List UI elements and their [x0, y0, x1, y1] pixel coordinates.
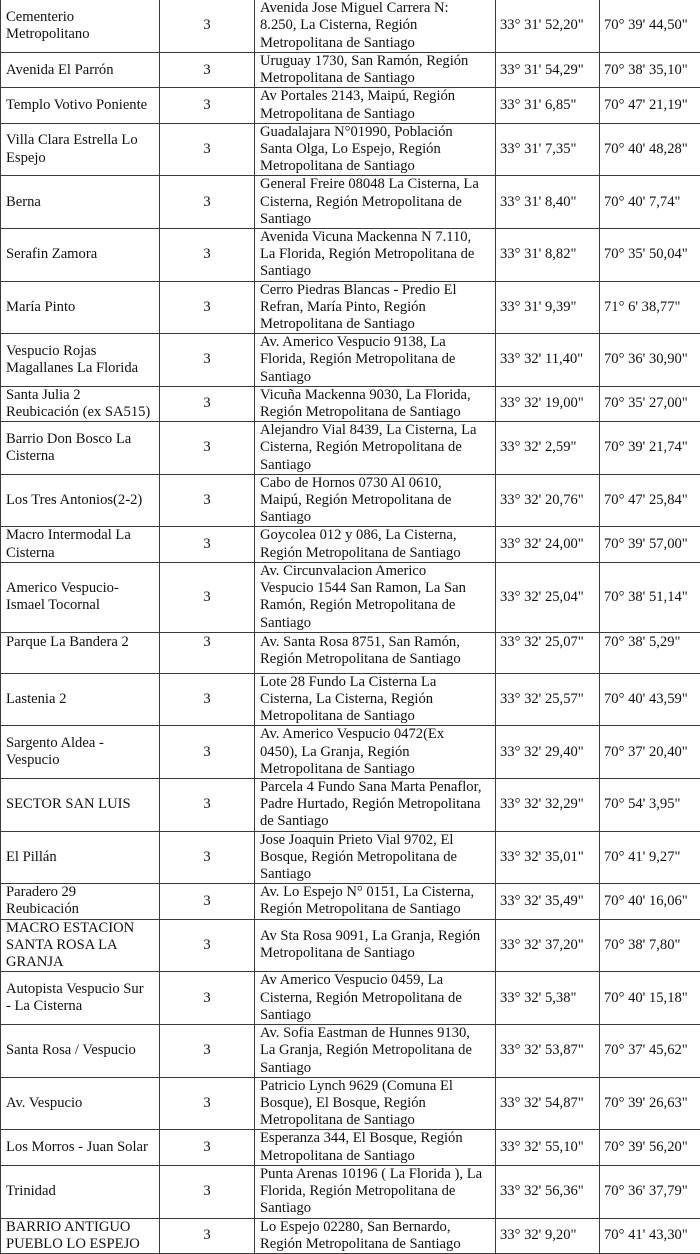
site-name-cell: Los Tres Antonios(2-2)	[1, 474, 160, 527]
table-row	[1, 1130, 700, 1165]
count-cell: 3	[160, 778, 255, 831]
longitude-cell: 70° 54' 3,95"	[600, 778, 700, 831]
latitude-cell: 33° 31' 8,82"	[496, 229, 600, 282]
longitude-cell: 70° 39' 57,00"	[600, 527, 700, 562]
count-cell: 3	[160, 1130, 255, 1165]
count-cell: 3	[160, 53, 255, 88]
longitude-cell: 70° 39' 26,63"	[600, 1077, 700, 1130]
site-name-cell: Americo Vespucio- Ismael Tocornal	[1, 562, 160, 632]
longitude-cell: 70° 38' 35,10"	[600, 53, 700, 88]
count-cell: 3	[160, 176, 255, 229]
table-row	[1, 0, 700, 53]
site-name-cell: Macro Intermodal La Cisterna	[1, 527, 160, 562]
longitude-cell: 70° 37' 45,62"	[600, 1025, 700, 1078]
address-cell: Av. Americo Vespucio 0472(Ex 0450), La Granja, Región Metropolitana de Santiago	[255, 726, 496, 779]
site-name-cell: Av. Vespucio	[1, 1077, 160, 1130]
count-cell: 3	[160, 972, 255, 1025]
site-name-cell: Vespucio Rojas Magallanes La Florida	[1, 334, 160, 387]
address-cell: Alejandro Vial 8439, La Cisterna, La Cisterna, Región Metropolitana de Santiago	[255, 422, 496, 475]
longitude-cell: 70° 40' 48,28"	[600, 123, 700, 176]
longitude-cell: 70° 40' 7,74"	[600, 176, 700, 229]
address-cell: Uruguay 1730, San Ramón, Región Metropolitana de Santiago	[255, 53, 496, 88]
latitude-cell: 33° 31' 7,35"	[496, 123, 600, 176]
latitude-cell: 33° 32' 24,00"	[496, 527, 600, 562]
table-row	[1, 474, 700, 527]
site-name-cell: Lastenia 2	[1, 673, 160, 726]
table-row	[1, 422, 700, 475]
table-row	[1, 1025, 700, 1078]
site-name-cell: El Pillán	[1, 831, 160, 884]
count-cell: 3	[160, 673, 255, 726]
count-cell: 3	[160, 474, 255, 527]
longitude-cell: 70° 40' 16,06"	[600, 884, 700, 919]
latitude-cell: 33° 32' 25,57"	[496, 673, 600, 726]
count-cell: 3	[160, 123, 255, 176]
site-name-cell: Santa Rosa / Vespucio	[1, 1025, 160, 1078]
latitude-cell: 33° 32' 29,40"	[496, 726, 600, 779]
table-row	[1, 919, 700, 972]
site-name-cell: Serafin Zamora	[1, 229, 160, 282]
longitude-cell: 70° 39' 21,74"	[600, 422, 700, 475]
address-cell: Vicuña Mackenna 9030, La Florida, Región Metropolitana de Santiago	[255, 386, 496, 421]
site-name-cell: Trinidad	[1, 1165, 160, 1218]
count-cell: 3	[160, 884, 255, 919]
longitude-cell: 70° 47' 21,19"	[600, 88, 700, 123]
table-row	[1, 726, 700, 779]
longitude-cell: 70° 38' 51,14"	[600, 562, 700, 632]
address-cell: Cabo de Hornos 0730 Al 0610, Maipú, Región Metropolitana de Santiago	[255, 474, 496, 527]
latitude-cell: 33° 32' 56,36"	[496, 1165, 600, 1218]
latitude-cell: 33° 32' 35,01"	[496, 831, 600, 884]
latitude-cell: 33° 32' 55,10"	[496, 1130, 600, 1165]
table-row	[1, 632, 700, 673]
address-cell: Av. Sofia Eastman de Hunnes 9130, La Granja, Región Metropolitana de Santiago	[255, 1025, 496, 1078]
site-name-cell: BARRIO ANTIGUO PUEBLO LO ESPEJO	[1, 1218, 160, 1253]
address-cell: Parcela 4 Fundo Sana Marta Penaflor, Padre Hurtado, Región Metropolitana de Santiago	[255, 778, 496, 831]
count-cell: 3	[160, 527, 255, 562]
longitude-cell: 70° 40' 15,18"	[600, 972, 700, 1025]
table-row	[1, 229, 700, 282]
site-name-cell: Autopista Vespucio Sur - La Cisterna	[1, 972, 160, 1025]
longitude-cell: 70° 41' 9,27"	[600, 831, 700, 884]
table-row	[1, 972, 700, 1025]
address-cell: Av Sta Rosa 9091, La Granja, Región Metropolitana de Santiago	[255, 919, 496, 972]
address-cell: Avenida Jose Miguel Carrera N: 8.250, La Cisterna, Región Metropolitana de Santiago	[255, 0, 496, 53]
count-cell: 3	[160, 831, 255, 884]
address-cell: Punta Arenas 10196 ( La Florida ), La Florida, Región Metropolitana de Santiago	[255, 1165, 496, 1218]
site-name-cell: Berna	[1, 176, 160, 229]
table-row	[1, 562, 700, 632]
table-row	[1, 673, 700, 726]
latitude-cell: 33° 32' 11,40"	[496, 334, 600, 387]
address-cell: Av. Americo Vespucio 9138, La Florida, Región Metropolitana de Santiago	[255, 334, 496, 387]
longitude-cell: 70° 47' 25,84"	[600, 474, 700, 527]
longitude-cell: 70° 35' 27,00"	[600, 386, 700, 421]
count-cell: 3	[160, 1218, 255, 1253]
table-row	[1, 53, 700, 88]
count-cell: 3	[160, 726, 255, 779]
address-cell: Cerro Piedras Blancas - Predio El Refran, María Pinto, Región Metropolitana de Santiago	[255, 281, 496, 334]
count-cell: 3	[160, 88, 255, 123]
latitude-cell: 33° 32' 25,07"	[496, 632, 600, 673]
table-row	[1, 88, 700, 123]
address-cell: Lote 28 Fundo La Cisterna La Cisterna, La Cisterna, Región Metropolitana de Santiago	[255, 673, 496, 726]
table-row	[1, 176, 700, 229]
count-cell: 3	[160, 334, 255, 387]
latitude-cell: 33° 31' 9,39"	[496, 281, 600, 334]
latitude-cell: 33° 32' 5,38"	[496, 972, 600, 1025]
latitude-cell: 33° 32' 2,59"	[496, 422, 600, 475]
latitude-cell: 33° 32' 32,29"	[496, 778, 600, 831]
address-cell: Av. Lo Espejo N° 0151, La Cisterna, Región Metropolitana de Santiago	[255, 884, 496, 919]
longitude-cell: 70° 40' 43,59"	[600, 673, 700, 726]
site-name-cell: MACRO ESTACION SANTA ROSA LA GRANJA	[1, 919, 160, 972]
count-cell: 3	[160, 632, 255, 673]
count-cell: 3	[160, 562, 255, 632]
longitude-cell: 70° 37' 20,40"	[600, 726, 700, 779]
longitude-cell: 71° 6' 38,77"	[600, 281, 700, 334]
longitude-cell: 70° 39' 44,50"	[600, 0, 700, 53]
site-name-cell: Sargento Aldea - Vespucio	[1, 726, 160, 779]
site-name-cell: Avenida El Parrón	[1, 53, 160, 88]
count-cell: 3	[160, 1025, 255, 1078]
table-row	[1, 281, 700, 334]
latitude-cell: 33° 32' 19,00"	[496, 386, 600, 421]
count-cell: 3	[160, 919, 255, 972]
site-name-cell: Los Morros - Juan Solar	[1, 1130, 160, 1165]
address-cell: Av Portales 2143, Maipú, Región Metropolitana de Santiago	[255, 88, 496, 123]
site-name-cell: María Pinto	[1, 281, 160, 334]
count-cell: 3	[160, 281, 255, 334]
address-cell: Esperanza 344, El Bosque, Región Metropolitana de Santiago	[255, 1130, 496, 1165]
site-name-cell: Paradero 29 Reubicación	[1, 884, 160, 919]
count-cell: 3	[160, 422, 255, 475]
longitude-cell: 70° 38' 5,29"	[600, 632, 700, 673]
latitude-cell: 33° 31' 52,20"	[496, 0, 600, 53]
latitude-cell: 33° 32' 25,04"	[496, 562, 600, 632]
count-cell: 3	[160, 229, 255, 282]
longitude-cell: 70° 38' 7,80"	[600, 919, 700, 972]
table-row	[1, 334, 700, 387]
latitude-cell: 33° 32' 9,20"	[496, 1218, 600, 1253]
longitude-cell: 70° 36' 30,90"	[600, 334, 700, 387]
latitude-cell: 33° 31' 54,29"	[496, 53, 600, 88]
address-cell: Lo Espejo 02280, San Bernardo, Región Metropolitana de Santiago	[255, 1218, 496, 1253]
table-row	[1, 123, 700, 176]
longitude-cell: 70° 35' 50,04"	[600, 229, 700, 282]
longitude-cell: 70° 39' 56,20"	[600, 1130, 700, 1165]
count-cell: 3	[160, 1165, 255, 1218]
longitude-cell: 70° 41' 43,30"	[600, 1218, 700, 1253]
site-name-cell: Santa Julia 2 Reubicación (ex SA515)	[1, 386, 160, 421]
count-cell: 3	[160, 386, 255, 421]
address-cell: Av Americo Vespucio 0459, La Cisterna, Región Metropolitana de Santiago	[255, 972, 496, 1025]
latitude-cell: 33° 32' 35,49"	[496, 884, 600, 919]
address-cell: Av. Santa Rosa 8751, San Ramón, Región Metropolitana de Santiago	[255, 632, 496, 673]
sites-table-body	[1, 0, 700, 1254]
site-name-cell: Parque La Bandera 2	[1, 632, 160, 673]
address-cell: Av. Circunvalacion Americo Vespucio 1544 San Ramon, La San Ramón, Región Metropolitana de Santiago	[255, 562, 496, 632]
site-name-cell: Barrio Don Bosco La Cisterna	[1, 422, 160, 475]
table-row	[1, 778, 700, 831]
table-row	[1, 386, 700, 421]
site-name-cell: Templo Votivo Poniente	[1, 88, 160, 123]
table-row	[1, 1077, 700, 1130]
latitude-cell: 33° 32' 54,87"	[496, 1077, 600, 1130]
count-cell: 3	[160, 0, 255, 53]
latitude-cell: 33° 31' 8,40"	[496, 176, 600, 229]
latitude-cell: 33° 32' 53,87"	[496, 1025, 600, 1078]
site-name-cell: Villa Clara Estrella Lo Espejo	[1, 123, 160, 176]
site-name-cell: Cementerio Metropolitano	[1, 0, 160, 53]
longitude-cell: 70° 36' 37,79"	[600, 1165, 700, 1218]
table-row	[1, 527, 700, 562]
latitude-cell: 33° 32' 20,76"	[496, 474, 600, 527]
table-row	[1, 1165, 700, 1218]
latitude-cell: 33° 32' 37,20"	[496, 919, 600, 972]
address-cell: Avenida Vicuna Mackenna N 7.110, La Florida, Región Metropolitana de Santiago	[255, 229, 496, 282]
address-cell: Goycolea 012 y 086, La Cisterna, Región Metropolitana de Santiago	[255, 527, 496, 562]
table-row	[1, 884, 700, 919]
count-cell: 3	[160, 1077, 255, 1130]
table-row	[1, 831, 700, 884]
address-cell: Jose Joaquin Prieto Vial 9702, El Bosque, Región Metropolitana de Santiago	[255, 831, 496, 884]
address-cell: General Freire 08048 La Cisterna, La Cisterna, Región Metropolitana de Santiago	[255, 176, 496, 229]
address-cell: Guadalajara N°01990, Población Santa Olga, Lo Espejo, Región Metropolitana de Santiago	[255, 123, 496, 176]
address-cell: Patricio Lynch 9629 (Comuna El Bosque), El Bosque, Región Metropolitana de Santiago	[255, 1077, 496, 1130]
site-name-cell: SECTOR SAN LUIS	[1, 778, 160, 831]
latitude-cell: 33° 31' 6,85"	[496, 88, 600, 123]
